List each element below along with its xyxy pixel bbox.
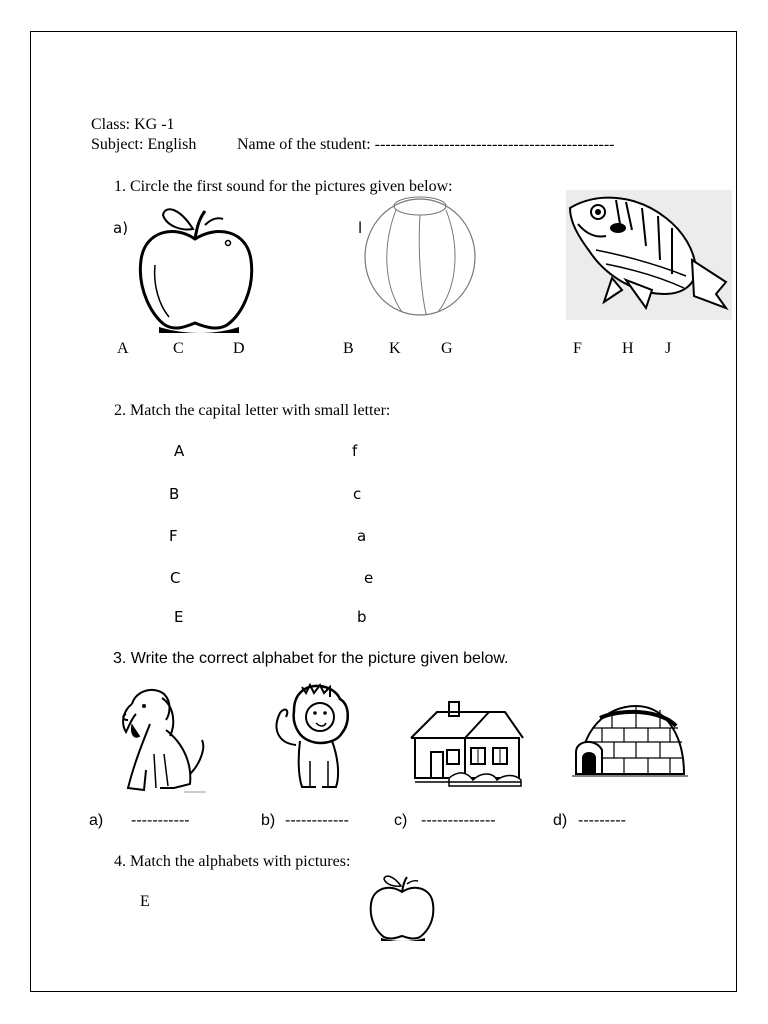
apple-icon — [135, 205, 257, 335]
ball-icon — [362, 196, 478, 318]
lion-icon — [270, 683, 358, 793]
q3-answer-blank[interactable]: ----------- — [131, 812, 190, 829]
apple-option-c[interactable]: C — [173, 340, 184, 357]
apple-icon[interactable] — [367, 874, 437, 942]
page-border — [30, 31, 737, 992]
q1-label-a: a) — [113, 219, 129, 237]
dog-icon — [114, 684, 210, 800]
capital-letter[interactable]: C — [170, 569, 181, 587]
fish-option-j[interactable]: J — [665, 340, 672, 357]
question-3-title: 3. Write the correct alphabet for the picture given below. — [113, 650, 509, 667]
q3-answer-blank[interactable]: --------- — [578, 812, 626, 829]
apple-option-a[interactable]: A — [117, 340, 129, 357]
igloo-icon — [572, 700, 688, 778]
small-letter[interactable]: a — [357, 527, 367, 545]
question-1-title: 1. Circle the first sound for the pictures given below: — [114, 178, 453, 195]
q3-answer-label: d) — [553, 812, 568, 829]
small-letter[interactable]: f — [352, 442, 358, 460]
capital-letter[interactable]: F — [169, 527, 178, 545]
question-4-title: 4. Match the alphabets with pictures: — [114, 853, 351, 870]
fish-option-h[interactable]: H — [622, 340, 634, 357]
small-letter[interactable]: c — [353, 485, 362, 503]
q3-answer-label: c) — [394, 812, 408, 829]
fish-icon — [566, 190, 732, 320]
house-icon — [409, 700, 527, 788]
apple-option-d[interactable]: D — [233, 340, 245, 357]
subject-label: Subject: English — [91, 136, 197, 153]
ball-option-k[interactable]: K — [389, 340, 401, 357]
q3-answer-label: a) — [89, 812, 104, 829]
q4-letter[interactable]: E — [140, 893, 150, 910]
class-label: Class: KG -1 — [91, 116, 175, 133]
ball-option-g[interactable]: G — [441, 340, 453, 357]
capital-letter[interactable]: B — [169, 485, 180, 503]
capital-letter[interactable]: A — [174, 442, 185, 460]
q3-answer-blank[interactable]: -------------- — [421, 812, 496, 829]
small-letter[interactable]: b — [357, 608, 367, 626]
q3-answer-blank[interactable]: ------------ — [285, 812, 349, 829]
capital-letter[interactable]: E — [174, 608, 184, 626]
student-name-field[interactable]: Name of the student: --------------------------------------------- — [237, 136, 615, 153]
q3-answer-label: b) — [261, 812, 276, 829]
ball-option-b[interactable]: B — [343, 340, 354, 357]
q1-label-b: l — [358, 219, 363, 237]
small-letter[interactable]: e — [364, 569, 374, 587]
question-2-title: 2. Match the capital letter with small letter: — [114, 402, 391, 419]
fish-option-f[interactable]: F — [573, 340, 582, 357]
